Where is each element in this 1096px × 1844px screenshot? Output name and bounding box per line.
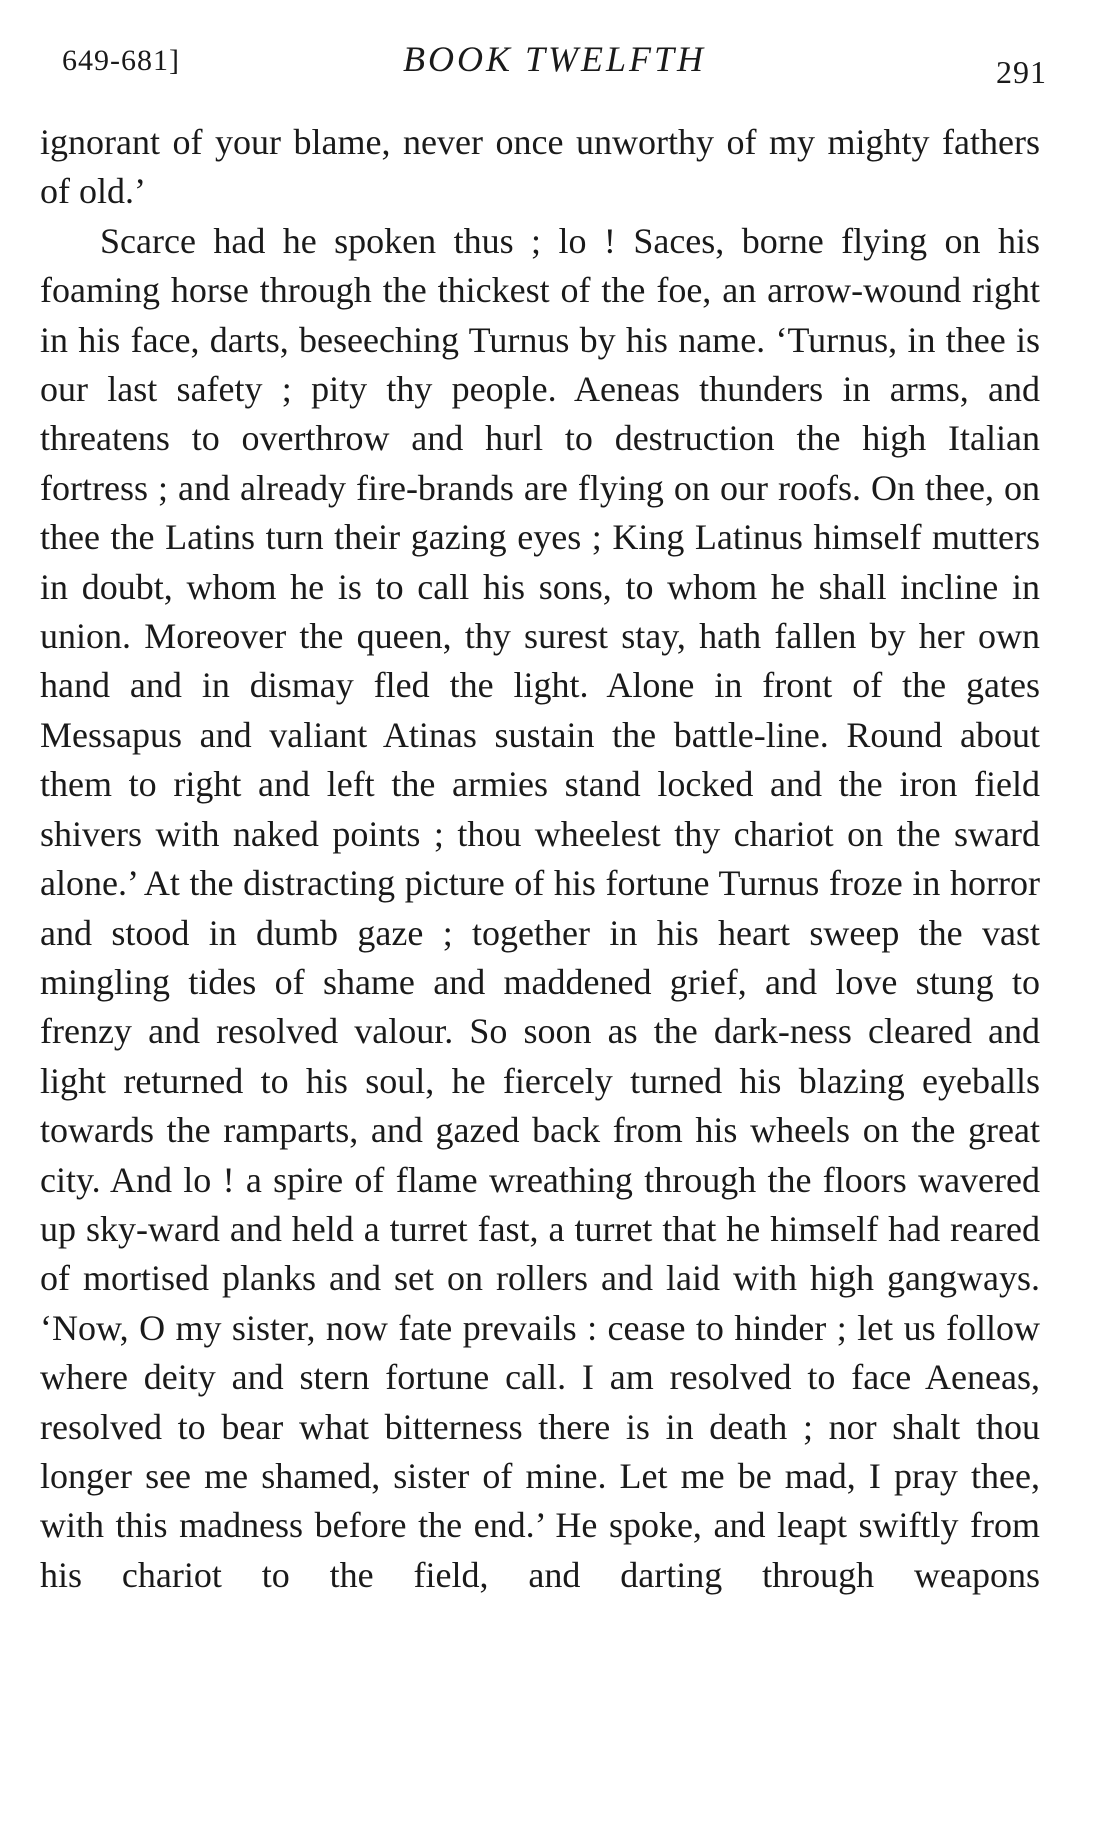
- page-number: 291: [996, 54, 1047, 90]
- paragraph-main: Scarce had he spoken thus ; lo ! Saces, borne flying on his foaming horse through the thickest of the foe, an arrow-wound right in his face, darts, beseeching Turnus by his name. ‘Turnus, in thee is our last safety ; pity thy people. Aeneas thunders in arms, and threatens to overthrow and hurl to destruction the high Italian fortress ; and already fire-brands are flying on our roofs. On thee, on thee the Latins turn their gazing eyes ; King Latinus himself mutters in doubt, whom he is to call his sons, to whom he shall incline in union. Moreover the queen, thy surest stay, hath fallen by her own hand and in dismay fled the light. Alone in front of the gates Messapus and valiant Atinas sustain the battle-line. Round about them to right and left the armies stand locked and the iron field shivers with naked points ; thou wheelest thy chariot on the sward alone.’ At the distracting picture of his fortune Turnus froze in horror and stood in dumb gaze ; together in his heart sweep the vast mingling tides of shame and maddened grief, and love stung to frenzy and resolved valour. So soon as the dark-ness cleared and light returned to his soul, he fiercely turned his blazing eyeballs towards the ramparts, and gazed back from his wheels on the great city. And lo ! a spire of flame wreathing through the floors wavered up sky-ward and held a turret fast, a turret that he himself had reared of mortised planks and set on rollers and laid with high gangways. ‘Now, O my sister, now fate prevails : cease to hinder ; let us follow where deity and stern fortune call. I am resolved to face Aeneas, resolved to bear what bitterness there is in death ; nor shalt thou longer see me shamed, sister of mine. Let me be mad, I pray thee, with this madness before the end.’ He spoke, and leapt swiftly from his chariot to the field, and darting through weapons: [40, 220, 1040, 1595]
- book-title: BOOK TWELFTH: [402, 39, 707, 79]
- paragraph-continuation: ignorant of your blame, never once unworthy of my mighty fathers of old.’: [40, 122, 1040, 212]
- body-text: [40, 118, 1040, 1600]
- line-range: 649-681]: [62, 44, 180, 77]
- running-head: [62, 38, 1047, 88]
